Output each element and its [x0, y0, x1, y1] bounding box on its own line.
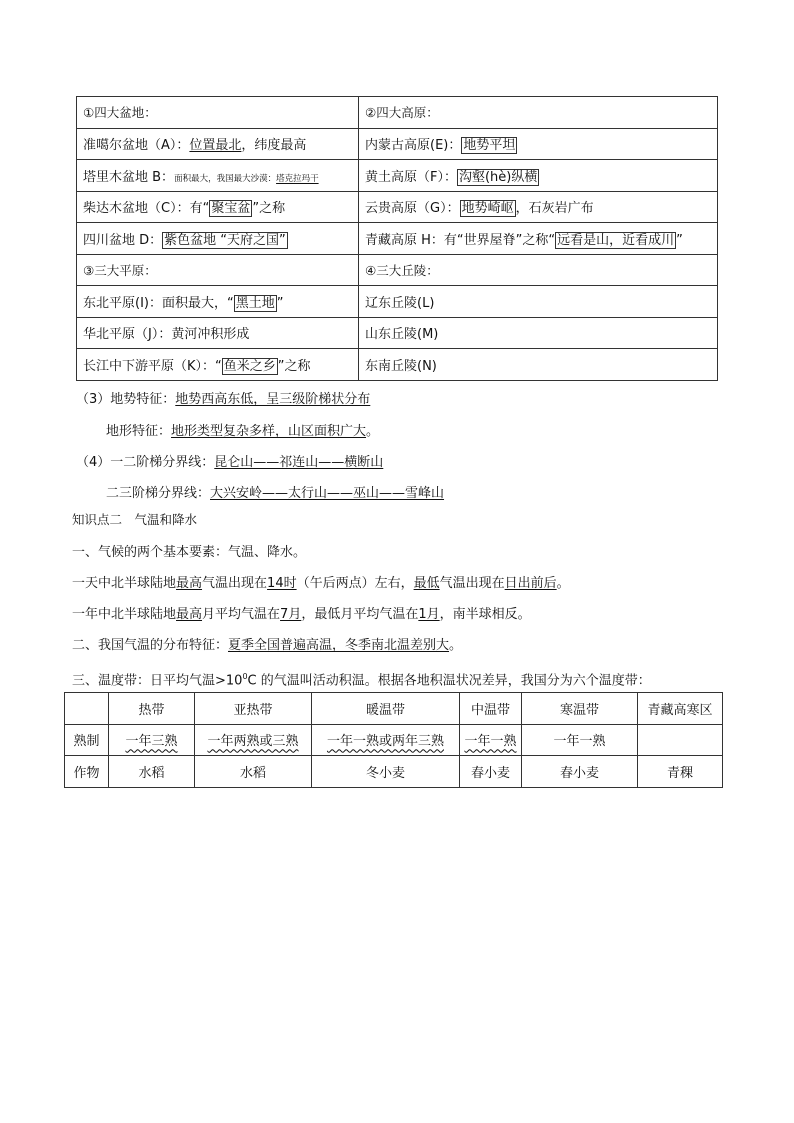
yangtze-plain-cell: 长江中下游平原（K）：“ 鱼米之乡 ”之称 — [77, 349, 359, 381]
table-row — [65, 756, 723, 788]
header-cell: 寒温带 — [522, 693, 638, 725]
header-cell: 亚热带 — [195, 693, 312, 725]
hills-heading: ④三大丘陵： — [359, 254, 718, 286]
daily-temperature-line: 一天中北半球陆地最高气温出现在14时（午后两点）左右，最低气温出现在日出前后。 — [72, 576, 570, 591]
row-label-cell: 熟制 — [65, 724, 109, 756]
loess-plateau-cell: 黄土高原（F）： 沟壑(hè)纵横 — [359, 160, 718, 192]
table-cell: 一年一熟 — [522, 724, 638, 756]
temperature-zones-table — [64, 692, 723, 788]
table-cell: 冬小麦 — [312, 756, 460, 788]
table-cell: 春小麦 — [460, 756, 522, 788]
shandong-hills-cell: 山东丘陵(M) — [359, 317, 718, 349]
inner-mongolia-plateau-cell: 内蒙古高原(E)： 地势平坦 — [359, 128, 718, 160]
table-row — [77, 317, 718, 349]
table-cell: 一年一熟 — [460, 724, 522, 756]
header-cell — [65, 693, 109, 725]
header-cell: 青藏高寒区 — [638, 693, 723, 725]
table-cell: 一年一熟或两年三熟 — [312, 724, 460, 756]
table-cell: 水稻 — [195, 756, 312, 788]
landforms-table — [76, 96, 718, 381]
tarim-basin-cell: 塔里木盆地 B：面积最大，我国最大沙漠：塔克拉玛干 — [77, 160, 359, 192]
temperature-zones-line: 三、温度带：日平均气温$>10^0C$ 的气温叫活动积温。根据各地积温状况差异，我国分为六个温度带： — [72, 672, 651, 689]
table-row — [77, 97, 718, 129]
plains-heading: ③三大平原： — [77, 254, 359, 286]
table-row — [77, 160, 718, 192]
yearly-temperature-line: 一年中北半球陆地最高月平均气温在7月，最低月平均气温在1月，南半球相反。 — [72, 607, 531, 622]
step2-3-boundary-line: 二三阶梯分界线：大兴安岭——太行山——巫山——雪峰山 — [106, 486, 445, 501]
table-row — [65, 724, 723, 756]
table-cell: 春小麦 — [522, 756, 638, 788]
section-title: 知识点二 气温和降水 — [72, 512, 198, 527]
table-row — [77, 223, 718, 255]
table-cell: 青稞 — [638, 756, 723, 788]
table-row — [77, 349, 718, 381]
table-row — [77, 254, 718, 286]
plateaus-heading: ②四大高原： — [359, 97, 718, 129]
table-cell: 一年三熟 — [109, 724, 195, 756]
header-cell: 暖温带 — [312, 693, 460, 725]
table-header-row — [65, 693, 723, 725]
table-cell — [638, 724, 723, 756]
sichuan-basin-cell: 四川盆地 D： 紫色盆地 “天府之国” — [77, 223, 359, 255]
qinghai-tibet-plateau-cell: 青藏高原 H：有“世界屋脊”之称“ 远看是山，近看成川 ” — [359, 223, 718, 255]
southeast-hills-cell: 东南丘陵(N) — [359, 349, 718, 381]
header-cell: 热带 — [109, 693, 195, 725]
basins-heading: ①四大盆地： — [77, 97, 359, 129]
northeast-plain-cell: 东北平原(I)：面积最大，“ 黑土地 ” — [77, 286, 359, 318]
step1-2-boundary-line: （4）一二阶梯分界线：昆仑山——祁连山——横断山 — [76, 455, 384, 470]
table-row — [77, 128, 718, 160]
table-row — [77, 286, 718, 318]
terrain-feature-line: （3）地势特征：地势西高东低，呈三级阶梯状分布 — [76, 392, 371, 407]
landform-feature-line: 地形特征：地形类型复杂多样，山区面积广大。 — [106, 424, 380, 439]
yunnan-guizhou-plateau-cell: 云贵高原（G）： 地势崎岖 ，石灰岩广布 — [359, 191, 718, 223]
junggar-basin-cell: 准噶尔盆地（A）：位置最北，纬度最高 — [77, 128, 359, 160]
liaodong-hills-cell: 辽东丘陵(L) — [359, 286, 718, 318]
temperature-distribution-line: 二、我国气温的分布特征：夏季全国普遍高温，冬季南北温差别大。 — [72, 638, 463, 653]
row-label-cell: 作物 — [65, 756, 109, 788]
north-china-plain-cell: 华北平原（J）：黄河冲积形成 — [77, 317, 359, 349]
header-cell: 中温带 — [460, 693, 522, 725]
table-cell: 一年两熟或三熟 — [195, 724, 312, 756]
climate-elements-line: 一、气候的两个基本要素：气温、降水。 — [72, 545, 307, 560]
table-row — [77, 191, 718, 223]
qaidam-basin-cell: 柴达木盆地（C）：有“ 聚宝盆 ”之称 — [77, 191, 359, 223]
table-cell: 水稻 — [109, 756, 195, 788]
